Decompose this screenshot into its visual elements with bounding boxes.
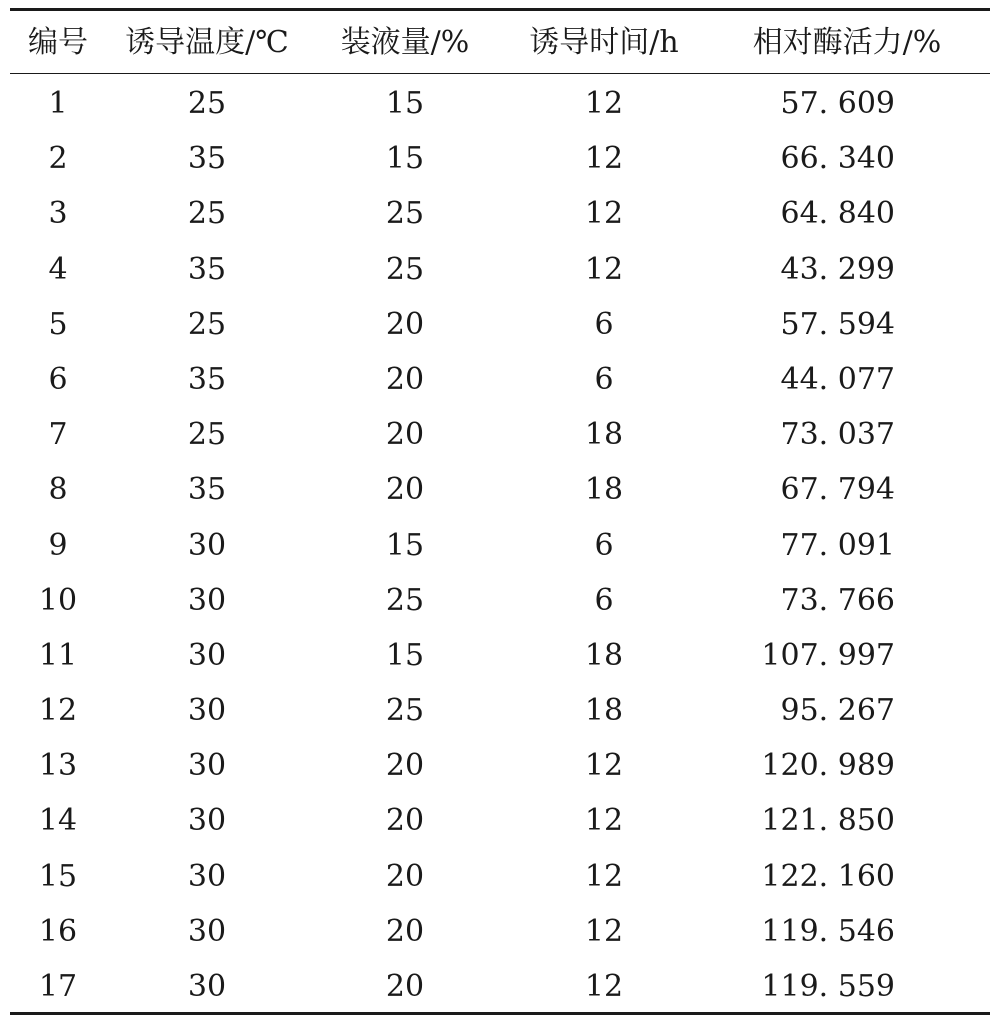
cell-temperature: 35 (187, 472, 227, 508)
table-row (0, 517, 992, 572)
table-row (0, 958, 992, 1013)
cell-time: 12 (584, 913, 624, 949)
cell-temperature: 30 (187, 693, 227, 729)
cell-enzyme-activity: 122. 160 (761, 858, 895, 894)
table-row (0, 792, 992, 847)
cell-time: 18 (584, 417, 624, 453)
cell-time: 18 (584, 693, 624, 729)
table-row (0, 461, 992, 516)
bottom-rule (10, 1012, 990, 1015)
cell-liquid-volume: 15 (385, 141, 425, 177)
table-row (0, 241, 992, 296)
cell-time: 12 (584, 803, 624, 839)
table-row (0, 351, 992, 406)
cell-id: 5 (48, 306, 68, 342)
cell-time: 6 (594, 361, 614, 397)
cell-liquid-volume: 15 (385, 86, 425, 121)
table-row (0, 903, 992, 958)
cell-id: 1 (48, 86, 68, 121)
cell-time: 6 (594, 582, 614, 618)
cell-time: 12 (584, 141, 624, 177)
cell-liquid-volume: 25 (385, 251, 425, 287)
cell-id: 10 (38, 582, 78, 618)
cell-enzyme-activity: 64. 840 (780, 196, 895, 232)
cell-enzyme-activity: 120. 989 (761, 748, 895, 784)
cell-time: 18 (584, 472, 624, 508)
cell-liquid-volume: 15 (385, 637, 425, 673)
cell-time: 6 (594, 527, 614, 563)
cell-id: 9 (48, 527, 68, 563)
cell-temperature: 30 (187, 582, 227, 618)
table-row (0, 572, 992, 627)
cell-id: 4 (48, 251, 68, 287)
cell-enzyme-activity: 77. 091 (780, 527, 895, 563)
cell-time: 18 (584, 637, 624, 673)
cell-liquid-volume: 20 (385, 803, 425, 839)
cell-liquid-volume: 20 (385, 748, 425, 784)
table-row (0, 406, 992, 461)
cell-id: 15 (38, 858, 78, 894)
cell-id: 17 (38, 969, 78, 1004)
cell-id: 14 (38, 803, 78, 839)
cell-time: 12 (584, 748, 624, 784)
cell-enzyme-activity: 119. 559 (761, 969, 895, 1004)
cell-liquid-volume: 20 (385, 913, 425, 949)
cell-enzyme-activity: 43. 299 (780, 251, 895, 287)
cell-temperature: 25 (187, 196, 227, 232)
cell-enzyme-activity: 44. 077 (780, 361, 895, 397)
cell-id: 8 (48, 472, 68, 508)
cell-temperature: 25 (187, 417, 227, 453)
table-row (0, 75, 992, 130)
cell-time: 12 (584, 858, 624, 894)
cell-temperature: 30 (187, 803, 227, 839)
table-row (0, 848, 992, 903)
table-row (0, 296, 992, 351)
cell-temperature: 25 (187, 86, 227, 121)
cell-id: 12 (38, 693, 78, 729)
cell-temperature: 30 (187, 858, 227, 894)
cell-enzyme-activity: 67. 794 (780, 472, 895, 508)
header-relative-enzyme-activity: 相对酶活力/% (752, 25, 942, 60)
cell-liquid-volume: 20 (385, 361, 425, 397)
cell-liquid-volume: 15 (385, 527, 425, 563)
cell-liquid-volume: 25 (385, 582, 425, 618)
cell-enzyme-activity: 119. 546 (761, 913, 895, 949)
cell-id: 7 (48, 417, 68, 453)
cell-time: 6 (594, 306, 614, 342)
cell-enzyme-activity: 95. 267 (780, 693, 895, 729)
cell-enzyme-activity: 121. 850 (761, 803, 895, 839)
cell-temperature: 30 (187, 748, 227, 784)
cell-liquid-volume: 20 (385, 472, 425, 508)
table-body (0, 75, 992, 1013)
cell-temperature: 25 (187, 306, 227, 342)
cell-enzyme-activity: 66. 340 (780, 141, 895, 177)
cell-id: 16 (38, 913, 78, 949)
cell-id: 2 (48, 141, 68, 177)
table-row (0, 627, 992, 682)
cell-enzyme-activity: 57. 594 (780, 306, 895, 342)
cell-temperature: 30 (187, 527, 227, 563)
table-row (0, 130, 992, 185)
cell-time: 12 (584, 969, 624, 1004)
cell-temperature: 30 (187, 637, 227, 673)
cell-id: 3 (48, 196, 68, 232)
cell-temperature: 35 (187, 251, 227, 287)
cell-id: 11 (38, 637, 78, 673)
table-row (0, 737, 992, 792)
cell-temperature: 35 (187, 141, 227, 177)
cell-enzyme-activity: 73. 766 (780, 582, 895, 618)
cell-enzyme-activity: 73. 037 (780, 417, 895, 453)
cell-enzyme-activity: 57. 609 (780, 86, 895, 121)
header-id: 编号 (28, 25, 88, 60)
cell-temperature: 35 (187, 361, 227, 397)
table-header-row (0, 10, 992, 73)
cell-enzyme-activity: 107. 997 (761, 637, 895, 673)
cell-liquid-volume: 20 (385, 858, 425, 894)
cell-id: 6 (48, 361, 68, 397)
cell-liquid-volume: 20 (385, 969, 425, 1004)
header-liquid-volume: 装液量/% (340, 25, 470, 60)
cell-temperature: 30 (187, 913, 227, 949)
cell-id: 13 (38, 748, 78, 784)
cell-liquid-volume: 20 (385, 306, 425, 342)
header-induction-time: 诱导时间/h (529, 25, 679, 60)
cell-time: 12 (584, 86, 624, 121)
table-row (0, 682, 992, 737)
cell-time: 12 (584, 196, 624, 232)
cell-liquid-volume: 25 (385, 196, 425, 232)
cell-time: 12 (584, 251, 624, 287)
cell-temperature: 30 (187, 969, 227, 1004)
cell-liquid-volume: 20 (385, 417, 425, 453)
table-row (0, 185, 992, 240)
header-induction-temperature: 诱导温度/℃ (125, 25, 289, 60)
cell-liquid-volume: 25 (385, 693, 425, 729)
